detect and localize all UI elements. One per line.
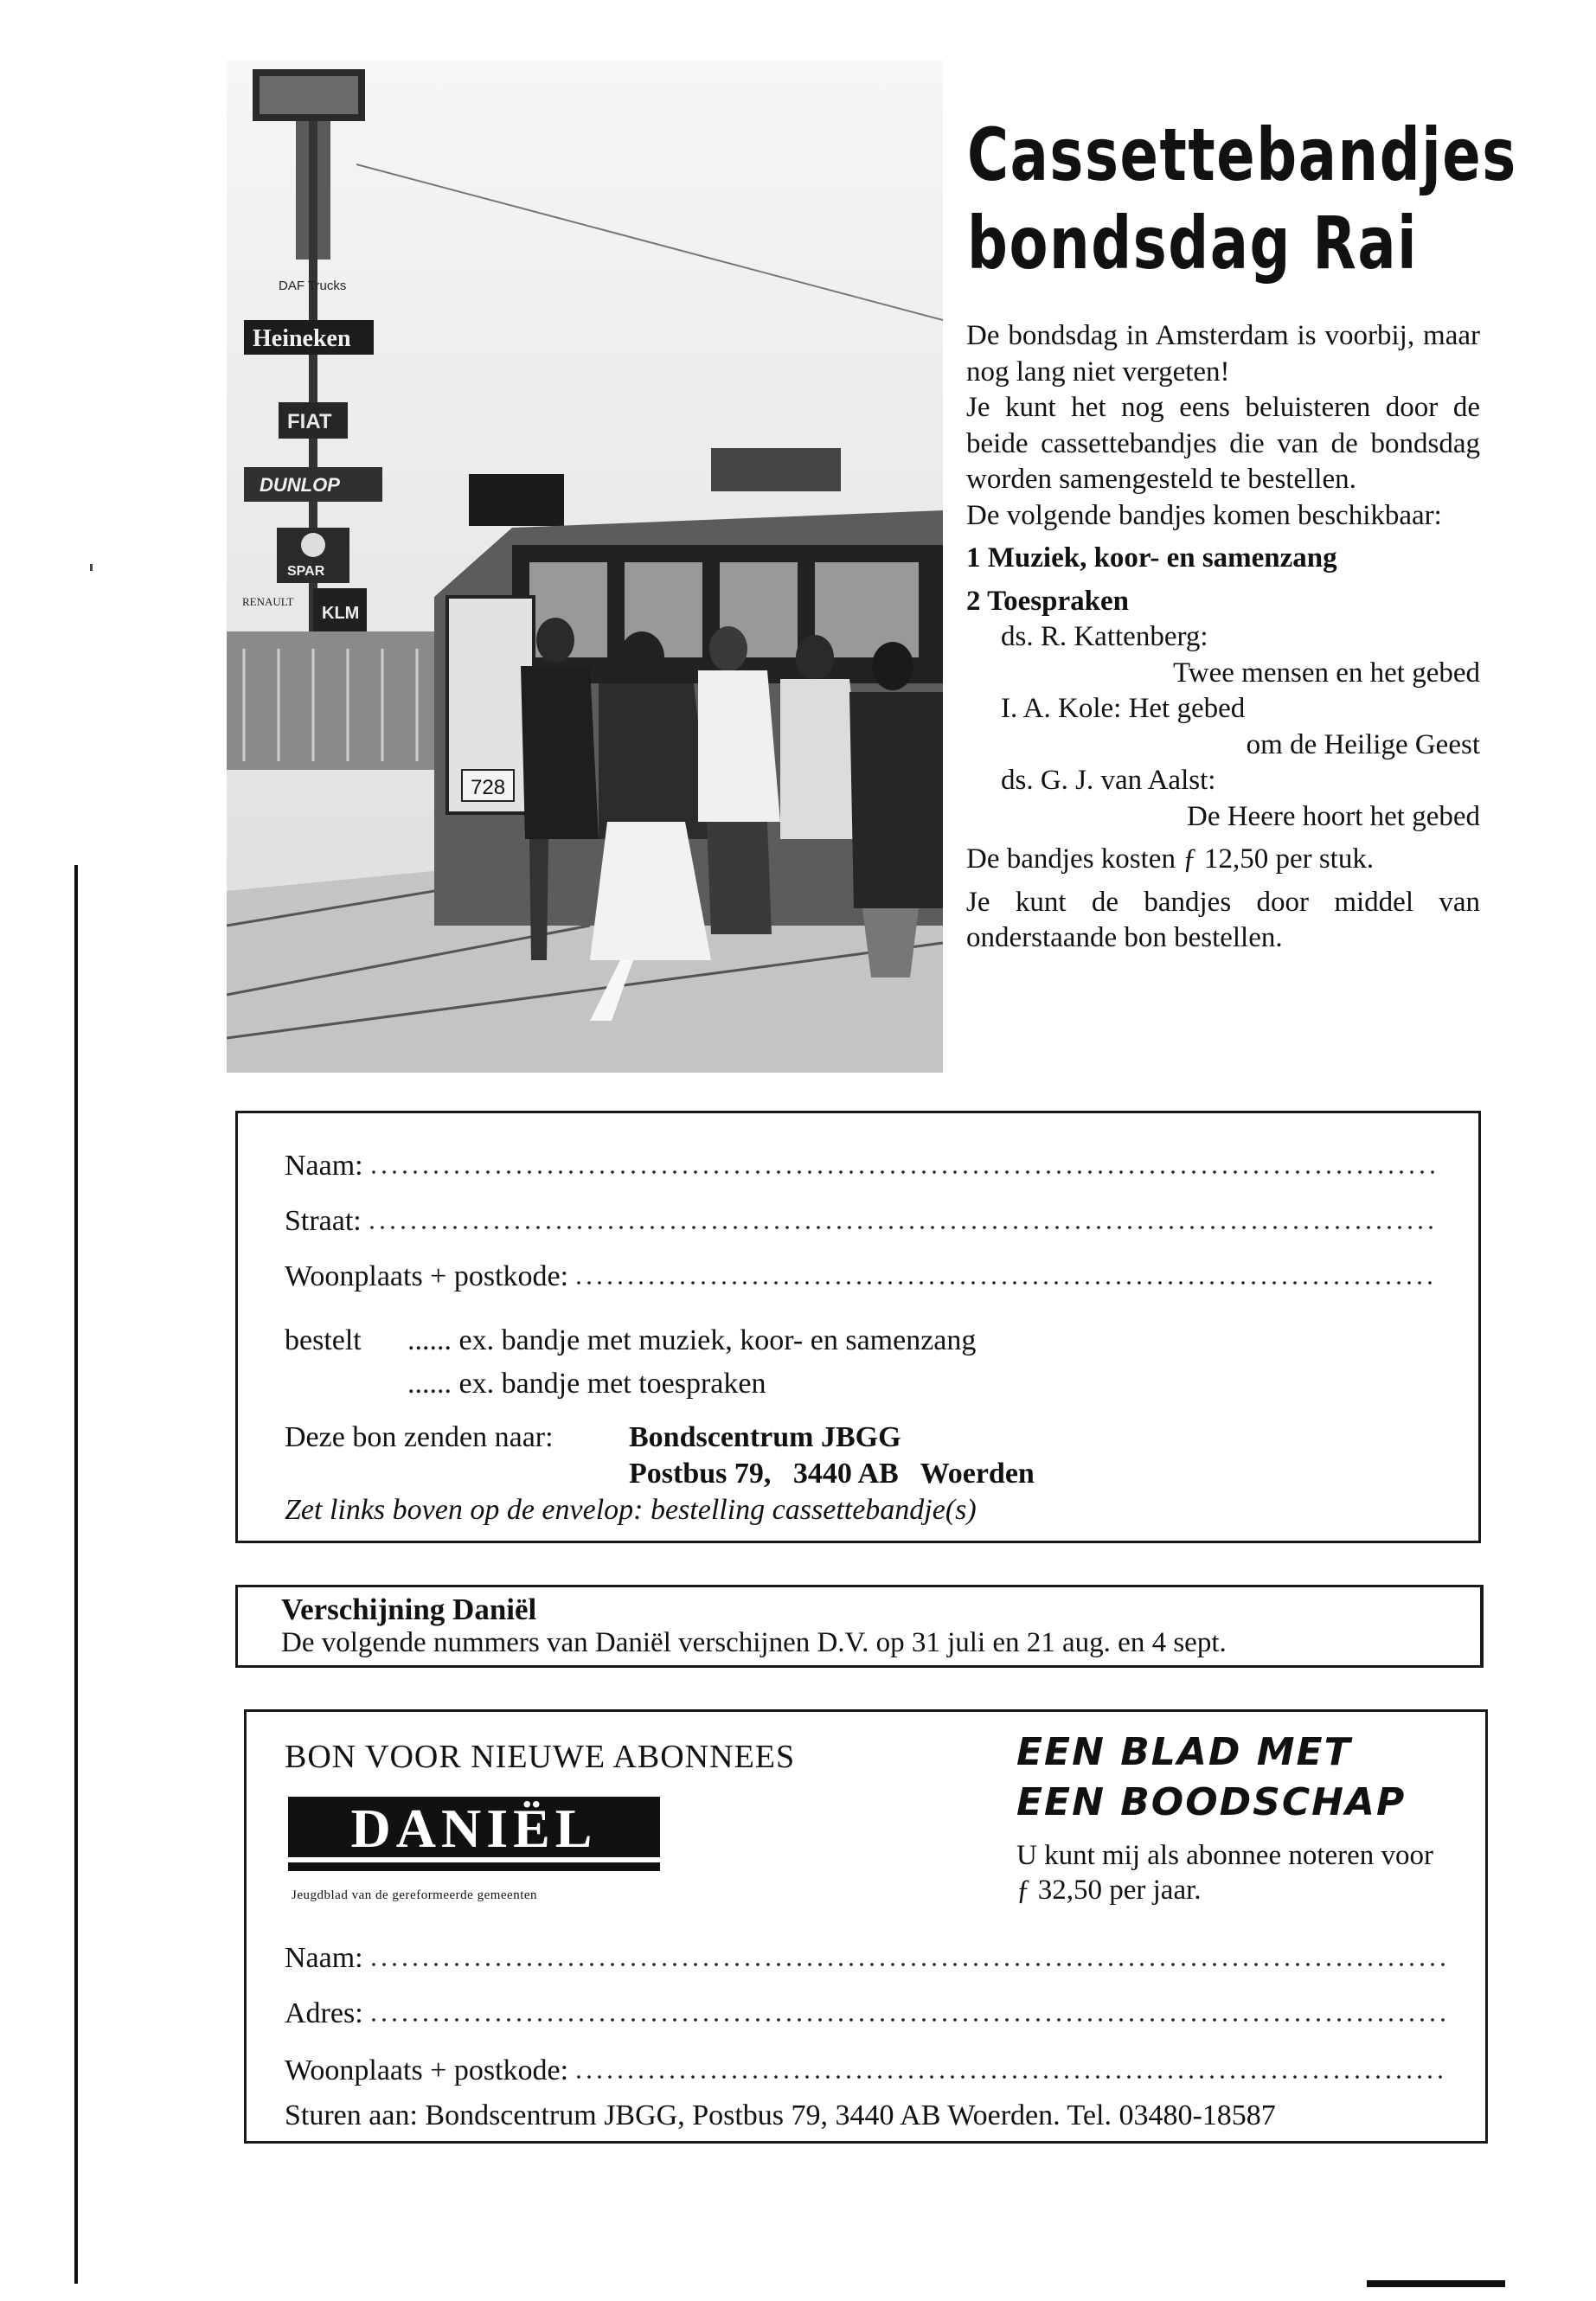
coupon-street-label: Straat:: [285, 1205, 362, 1237]
sign-fiat: FIAT: [287, 410, 332, 433]
subscription-coupon: [244, 1709, 1488, 2144]
coupon-order-music[interactable]: ...... ex. bandje met muziek, koor- en samenzang: [407, 1324, 977, 1356]
daniel-logo-text: DANIËL: [350, 1798, 598, 1859]
subscription-city-label: Woonplaats + postkode:: [285, 2054, 569, 2086]
subscription-name-dotted-line[interactable]: [369, 1962, 1447, 1967]
daniel-logo-subtitle: Jeugdblad van de gereformeerde gemeenten: [292, 1888, 538, 1902]
subscription-address-dotted-line[interactable]: [369, 2017, 1447, 2022]
subscription-city-field[interactable]: [285, 2049, 1447, 2087]
speaker-1-title: Twee mensen en het gebed: [1172, 657, 1480, 689]
sign-daf: DAF Trucks: [279, 279, 347, 293]
daniel-logo: [288, 1790, 660, 1880]
sign-dunlop: DUNLOP: [260, 474, 340, 496]
subscription-city-dotted-line[interactable]: [574, 2074, 1447, 2080]
article-paragraph-3: De volgende bandjes komen beschikbaar:: [966, 499, 1442, 531]
coupon-street-dotted-line[interactable]: [367, 1225, 1435, 1230]
coupon-send-label: Deze bon zenden naar:: [285, 1421, 554, 1453]
tape-item-1: 1 Muziek, koor- en samenzang: [966, 542, 1337, 574]
coupon-name-dotted-line[interactable]: [369, 1170, 1435, 1175]
article-body: [966, 318, 1480, 957]
speaker-2-line-2: om de Heilige Geest: [1246, 728, 1480, 760]
speaker-1-name: ds. R. Kattenberg:: [1001, 621, 1208, 652]
sign-klm: KLM: [322, 604, 360, 623]
slogan: [1016, 1727, 1406, 1828]
coupon-address-line-2: Postbus 79, 3440 AB Woerden: [629, 1458, 1035, 1490]
article-intro: De bondsdag in Amsterdam is voorbij, maar nog lang niet vergeten!: [966, 320, 1480, 388]
subscription-send-to: Sturen aan: Bondscentrum JBGG, Postbus 79, 3440 AB Woerden. Tel. 03480-18587: [285, 2099, 1276, 2131]
footer-rule: [1367, 2280, 1505, 2287]
headline-line-1: Cassettebandjes: [967, 112, 1517, 197]
subscription-name-field[interactable]: [285, 1937, 1447, 1975]
speaker-2-line-1: I. A. Kole: Het gebed: [1001, 693, 1246, 724]
publication-schedule-title: Verschijning Daniël: [281, 1593, 537, 1626]
coupon-city-label: Woonplaats + postkode:: [285, 1260, 569, 1292]
binding-edge-line: [74, 865, 78, 2284]
subscription-name-label: Naam:: [285, 1942, 363, 1974]
article-paragraph-2: Je kunt het nog eens beluisteren door de beide cassettebandjes die van de bondsdag worden samengesteld te bestellen.: [966, 392, 1480, 495]
order-coupon: [235, 1111, 1481, 1543]
coupon-orders-label: bestelt: [285, 1324, 362, 1356]
coupon-city-dotted-line[interactable]: [574, 1280, 1435, 1285]
order-instruction: Je kunt de bandjes door middel van onderstaande bon bestellen.: [966, 886, 1480, 953]
tape-price: De bandjes kosten ƒ 12,50 per stuk.: [966, 843, 1375, 875]
coupon-order-speeches[interactable]: ...... ex. bandje met toespraken: [407, 1368, 766, 1400]
publication-schedule-text: De volgende nummers van Daniël verschijnen D.V. op 31 juli en 21 aug. en 4 sept.: [281, 1627, 1227, 1658]
coupon-street-field[interactable]: [285, 1200, 1435, 1238]
slogan-line-2: EEN BOODSCHAP: [1016, 1780, 1407, 1824]
publication-schedule-box: [235, 1585, 1484, 1668]
bus-number: 728: [471, 776, 506, 799]
coupon-name-label: Naam:: [285, 1150, 363, 1182]
sign-heineken: Heineken: [253, 325, 351, 352]
coupon-city-field[interactable]: [285, 1255, 1435, 1293]
subscription-address-field[interactable]: [285, 1992, 1447, 2030]
slogan-line-1: EEN BLAD MET: [1016, 1730, 1352, 1774]
subscription-address-label: Adres:: [285, 1997, 363, 2029]
tape-item-2: 2 Toespraken: [966, 585, 1129, 617]
headline: [967, 111, 1517, 287]
speaker-3-title: De Heere hoort het gebed: [1186, 800, 1480, 832]
headline-line-2: bondsdag Rai: [967, 201, 1419, 285]
speaker-3-name: ds. G. J. van Aalst:: [1001, 765, 1216, 796]
coupon-envelope-note: Zet links boven op de envelop: bestelling cassettebandje(s): [285, 1494, 977, 1526]
scan-speck: [90, 564, 93, 571]
sign-spar: SPAR: [287, 564, 325, 579]
sign-renault: RENAULT: [242, 595, 294, 608]
photo-bus-boarding: [227, 61, 943, 1073]
coupon-name-field[interactable]: [285, 1144, 1435, 1183]
subscription-title: BON VOOR NIEUWE ABONNEES: [285, 1739, 796, 1775]
coupon-address-line-1: Bondscentrum JBGG: [629, 1421, 901, 1453]
subscription-offer: U kunt mij als abonnee noteren voor ƒ 32,50 per jaar.: [1016, 1840, 1434, 1906]
